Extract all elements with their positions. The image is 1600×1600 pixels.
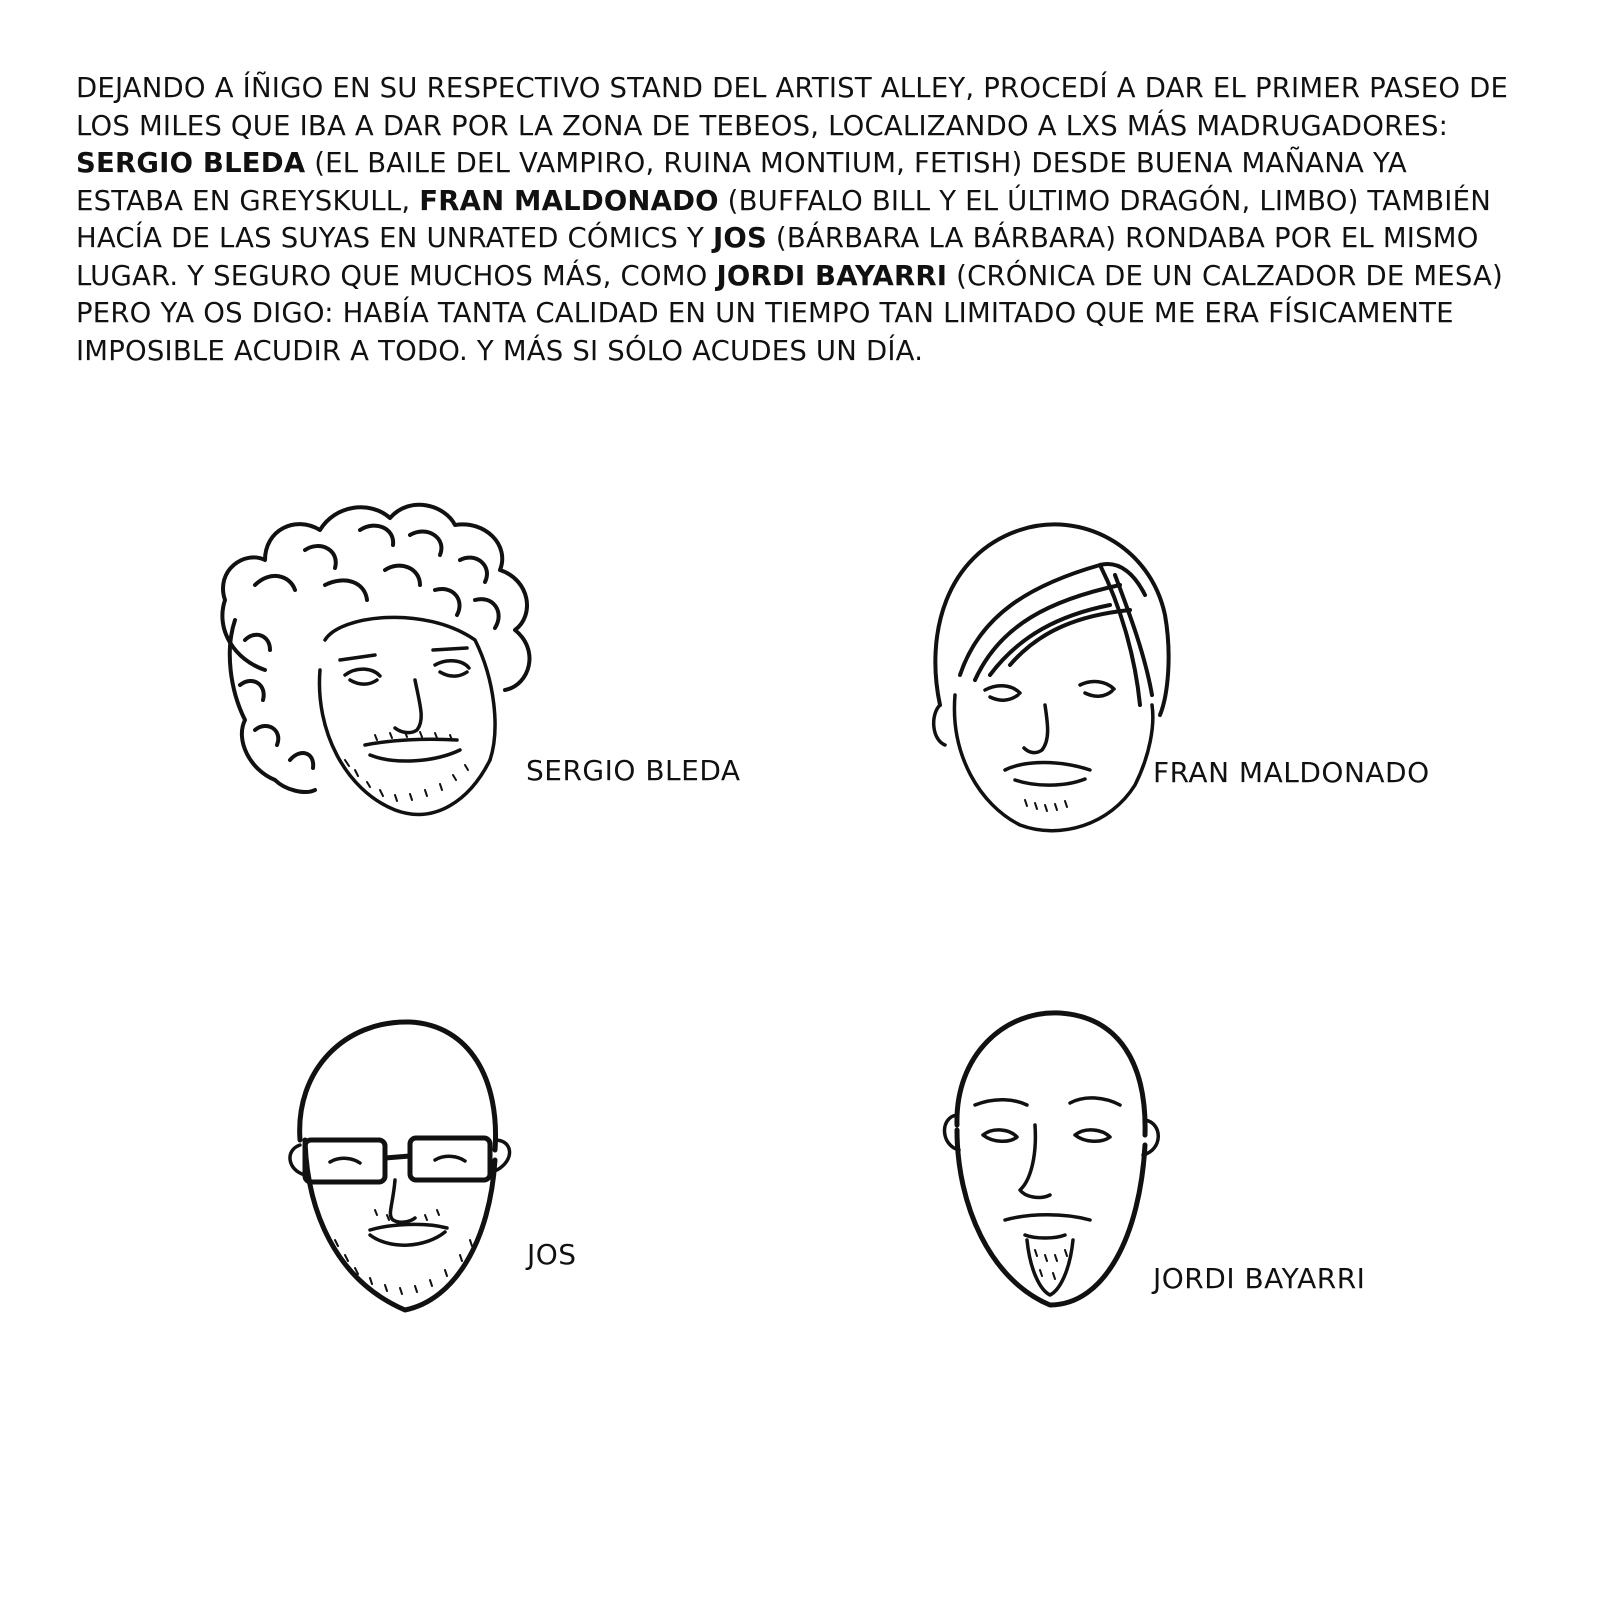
artist-name-bold: JOS — [712, 222, 767, 254]
narration-segment: (BÁRBARA LA BÁRBARA) RONDABA POR EL MISMO LUGAR. Y SEGURO QUE MUCHOS MÁS, COMO — [76, 222, 1479, 292]
artist-name-bold: JORDI BAYARRI — [716, 259, 948, 292]
portrait-sergio-bleda — [195, 490, 555, 840]
narration-segment: (BUFFALO BILL Y EL ÚLTIMO DRAGÓN, LIMBO) TAMBIÉN HACÍA DE LAS SUYAS EN UNRATED CÓMICS Y — [76, 184, 1491, 254]
caption-jordi-bayarri: JORDI BAYARRI — [1153, 1262, 1366, 1295]
bald-goatee-man-portrait-icon — [935, 1005, 1170, 1315]
portrait-fran-maldonado — [920, 505, 1180, 845]
glasses-bearded-man-portrait-icon — [275, 1010, 525, 1320]
narration-segment: (CRÓNICA DE UN CALZADOR DE MESA) PERO YA OS DIGO: HABÍA TANTA CALIDAD EN UN TIEMPO TAN LIMITADO QUE ME ERA FÍSICAMENTE IMPOSIBLE ACUDIR A TODO. Y MÁS SI SÓLO ACUDES UN DÍA. — [76, 259, 1503, 367]
narration-text — [76, 70, 1516, 370]
caption-jos: JOS — [527, 1238, 577, 1271]
artist-name-bold: SERGIO BLEDA — [76, 147, 306, 179]
portrait-jordi-bayarri — [935, 1005, 1170, 1315]
artist-name-bold: FRAN MALDONADO — [419, 184, 719, 217]
caption-sergio-bleda: SERGIO BLEDA — [526, 754, 741, 787]
portrait-jos — [275, 1010, 525, 1320]
fringe-hair-goatee-man-portrait-icon — [920, 505, 1180, 845]
curly-hair-bearded-man-portrait-icon — [195, 490, 555, 840]
narration-segment: (EL BAILE DEL VAMPIRO, RUINA MONTIUM, FETISH) DESDE BUENA MAÑANA YA ESTABA EN GREYSKULL, — [76, 147, 1407, 217]
caption-fran-maldonado: FRAN MALDONADO — [1153, 756, 1430, 789]
narration-segment: DEJANDO A ÍÑIGO EN SU RESPECTIVO STAND DEL ARTIST ALLEY, PROCEDÍ A DAR EL PRIMER PASEO DE LOS MILES QUE IBA A DAR POR LA ZONA DE TEBEOS, LOCALIZANDO A LXS MÁS MADRUGADORES: — [76, 72, 1509, 142]
